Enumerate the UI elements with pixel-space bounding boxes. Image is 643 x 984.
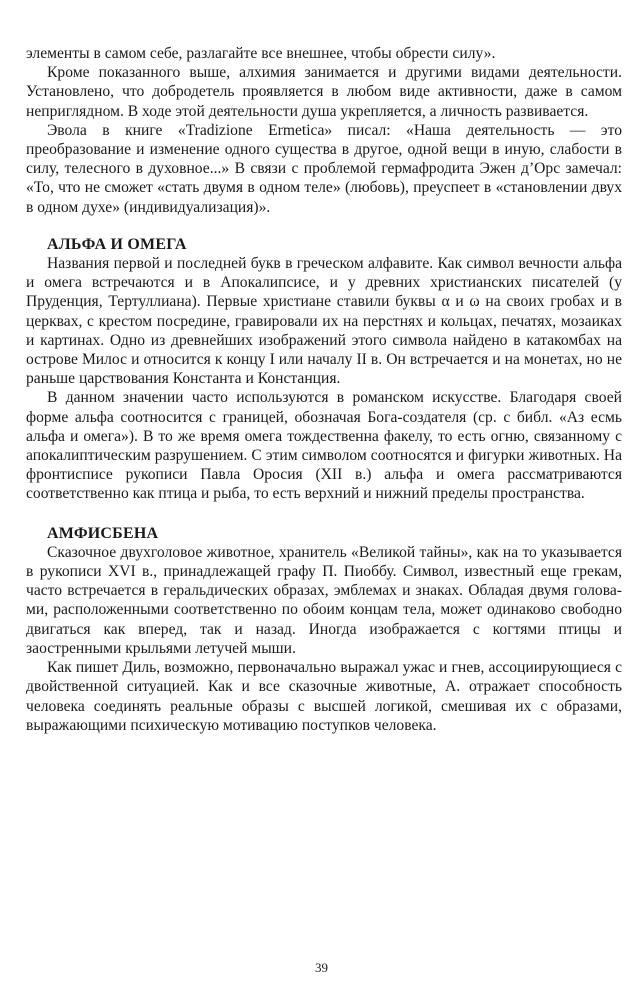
intro-paragraph-1: элементы в самом себе, разлагайте все внешнее, чтобы обрести силу». — [26, 45, 496, 62]
intro-paragraph-3: Эвола в книге «Tradizione Ermetica» писал: «Наша деятельность — это преобразование и изменение одного существа в другое, одной вещи в иную, слабости в силу, телесного в духовное...» В связи с проблемой гермафродита Эжен д’Орс замечал: «То, что не сможет «стать двумя в одном теле» (любовь), преуспеет в «становлении двух в одном духе» (индивидуализация)». — [26, 121, 622, 216]
alpha-omega-paragraph-1: Названия первой и последней букв в греческом алфавите. Как символ вечности альфа и омега встречаются и в Апокалипсисе, и у древних христианских писателей (у Пруденция, Тертуллиана). Первые христиане ставили буквы α и ω на своих гробах и в церквах, с крестом посредине, гравировали их на перстнях и кольцах, печатях, мозаиках и картинах. Одно из древнейших изображений этого символа найдено в катакомбах на острове Милос и относится к концу I или началу II в. Он встречается и на монетах, но не раньше царствования Константа и Констанция. — [26, 255, 622, 388]
alpha-omega-paragraph-2: В данном значении часто используются в романском искусстве. Благодаря своей форме альфа соотносится с границей, обозначая Бога-создателя (ср. с библ. «Аз есмь альфа и омега»). В то же время омега тождественна факелу, то есть огню, связанному с апокалиптическим разрушением. С этим символом соотносятся и фигурки животных. На фронтисписе рукописи Павла Оросия (XII в.) альфа и омега рассматриваются соответственно как птица и рыба, то есть верхний и нижний пределы пространства. — [26, 389, 622, 503]
amphisbaena-paragraph-1: Сказочное двухголовое животное, хранитель «Великой тайны», как на то указывается в рукописи XVI в., принадлежащей графу П. Пиоббу. Символ, известный еще грекам, часто встречается в геральдических образах, эмблемах и знаках. Обладая двумя головами, расположенными соответственно по обоим концам тела, может одинаково свободно двигаться как вперед, так и назад. Иногда изображается с когтями птицы и заостренными крыльями летучей мыши. — [26, 543, 622, 657]
page-number: 39 — [315, 960, 328, 975]
section-heading-alpha-omega: АЛЬФА И ОМЕГА — [47, 235, 187, 253]
intro-paragraph-2: Кроме показанного выше, алхимия занимается и другими видами деятельности. Установлено, что добродетель проявляется в любом виде активности, даже в самом неприглядном. В ходе этой деятельности душа укрепляется, а личность развивается. — [26, 64, 622, 120]
amphisbaena-paragraph-2: Как пишет Диль, возможно, первоначально выражал ужас и гнев, ассоциирующиеся с двойственной ситуацией. Как и все сказочные животные, А. отражает способность человека соединять реальные образы с высшей логикой, смешивая их с образами, выражающими психическую мотивацию поступков человека. — [26, 659, 622, 734]
section-heading-amphisbaena: АМФИСБЕНА — [47, 524, 159, 542]
page-body — [26, 44, 622, 735]
